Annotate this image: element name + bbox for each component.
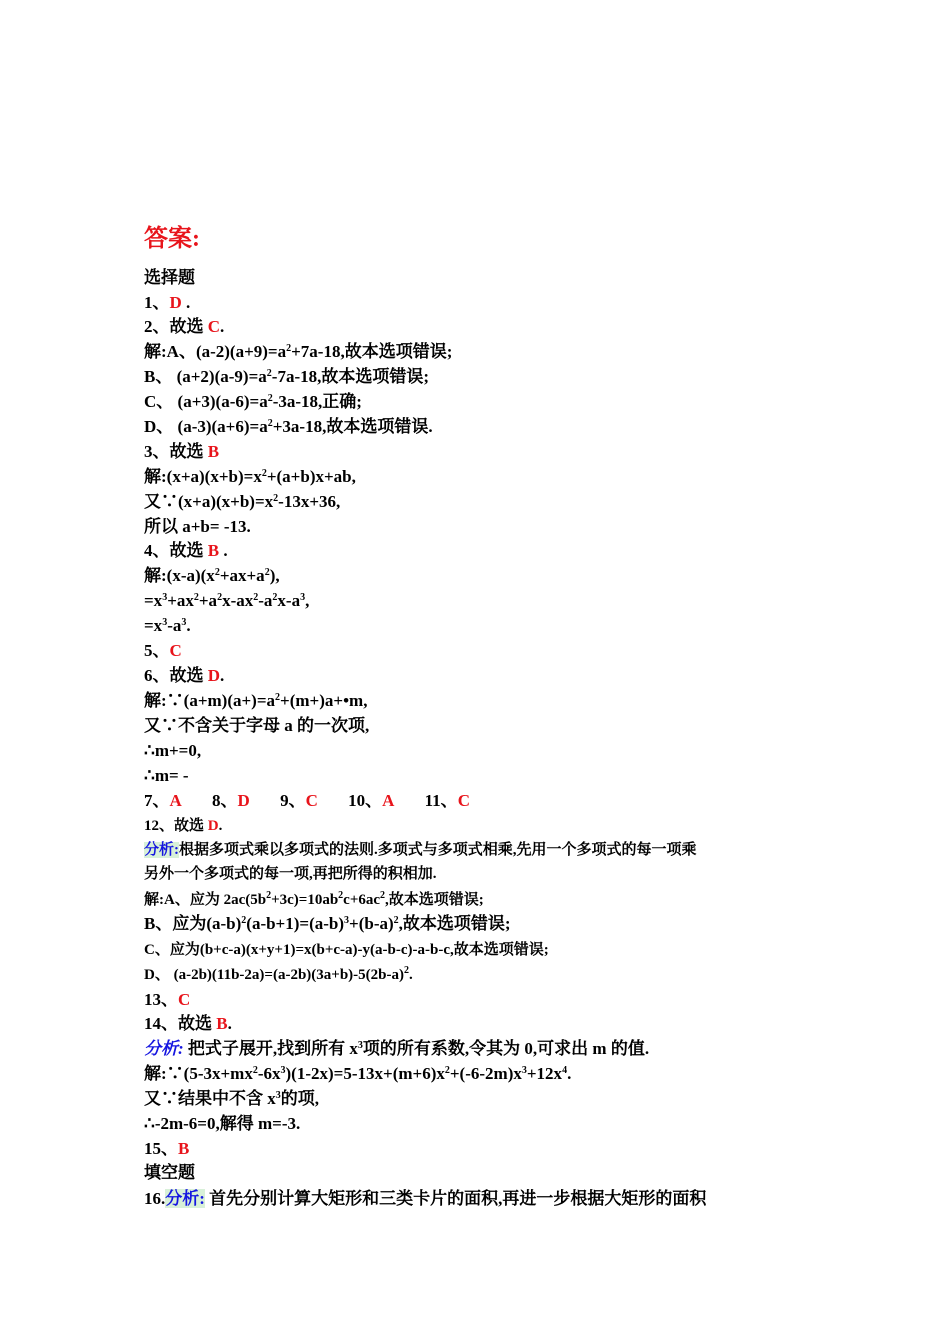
q3-solution-1: 解$:(x+a)(x+b)=x^2+(a+b)x+ab$, (144, 467, 356, 486)
q6-solution-3: ∴m+=0, (144, 741, 202, 760)
analysis-label: 分析: (144, 842, 179, 858)
q6-line: 6、故选 D. (144, 666, 225, 685)
q3-answer: B (207, 442, 220, 461)
q6-solution-1: 解$:\because(a+m)(a+)=a^2+(m+)a+•m$, (144, 691, 368, 710)
q5-answer: C (169, 641, 182, 660)
q2-solution-c: C、 $(a+3)(a-6)=a^2-3a-18$,正确; (144, 392, 362, 411)
q12-line: 12、故选 D. (144, 818, 223, 834)
q6-solution-4: ∴m= - (144, 766, 189, 785)
q2-solution-b: B、 $(a+2)(a-9)=a^2-7a-18$,故本选项错误; (144, 367, 430, 386)
q3-solution-3: 所以 a+b= -13. (144, 517, 251, 536)
q14-line: 14、故选 B. (144, 1014, 232, 1033)
q6-solution-2: 又∵不含关于字母 a 的一次项, (144, 716, 370, 735)
q12-analysis-2: 另外一个多项式的每一项,再把所得的积相加. (144, 866, 437, 882)
q12-answer: D (207, 818, 219, 834)
answer-item: 7、A (144, 791, 182, 810)
q14-answer: B (216, 1014, 228, 1033)
q14-solution-3: ∴-2m-6=0,解得 m=-3. (144, 1114, 301, 1133)
q4-solution-3: $=x^3-a^3$. (144, 616, 191, 635)
q12-solution-c: C、应为(b+c-a)(x+y+1)=x(b+c-a)-y(a-b-c)-a-b-c,故本选项错误; (144, 942, 549, 958)
q3-line: 3、故选 B (144, 442, 220, 461)
answer-item: 11、C (424, 791, 470, 810)
q14-solution-1: 解$:\because(5-3x+mx^2-6x^3)(1-2x)=5-13x+(m+6)x^2+(-6-2m)x^3+12x^4$. (144, 1064, 572, 1083)
q15-line: 15、B (144, 1139, 190, 1158)
q14-analysis: 分析: 把式子展开,找到所有 $x^3$项的所有系数,令其为 0,可求出 m 的值. (144, 1039, 650, 1058)
q13-answer: C (178, 990, 191, 1009)
analysis-label: 分析: (144, 1039, 184, 1058)
q13-line: 13、C (144, 990, 191, 1009)
section-choice-heading: 选择题 (144, 268, 195, 287)
q2-line: 2、故选 C. (144, 317, 225, 336)
q1-line: 1、D . (144, 293, 191, 312)
q14-solution-2: 又∵结果中不含 $x^3$的项, (144, 1089, 319, 1108)
q12-solution-a: 解:A、应为 $2ac(5b^2+3c)=10ab^2c+6ac^2$,故本选项错误; (144, 890, 484, 908)
q15-answer: B (178, 1139, 190, 1158)
analysis-label: 分析: (165, 1189, 205, 1208)
q12-analysis-1: 分析:根据多项式乘以多项式的法则.多项式与多项式相乘,先用一个多项式的每一项乘 (144, 842, 697, 858)
answer-title: 答案: (144, 226, 200, 252)
section-fill-heading: 填空题 (144, 1163, 195, 1182)
answer-item: 10、A (348, 791, 395, 810)
answer-item: 9、C (280, 791, 318, 810)
q5-line: 5、C (144, 641, 182, 660)
q2-solution-d: D、 $(a-3)(a+6)=a^2+3a-18$,故本选项错误. (144, 417, 433, 436)
q2-answer: C (207, 317, 221, 336)
q4-solution-2: $=x^3+ax^2+a^2x-ax^2-a^2x-a^3$, (144, 591, 310, 610)
q12-solution-d: D、 $(a-2b)(11b-2a)=(a-2b)(3a+b)-5(2b-a)^2$. (144, 965, 413, 983)
q4-solution-1: 解$:(x-a)(x^2+ax+a^2)$, (144, 566, 280, 585)
answers-7-11-row (144, 790, 470, 812)
q16-analysis: 16.分析: 首先分别计算大矩形和三类卡片的面积,再进一步根据大矩形的面积 (144, 1189, 707, 1208)
q6-answer: D (207, 666, 221, 685)
q12-solution-b: B、应为$(a-b)^2(a-b+1)=(a-b)^3+(b-a)^2$,故本选项错误; (144, 914, 511, 933)
q3-solution-2: 又$\because(x+a)(x+b)=x^2-13x+36$, (144, 492, 341, 511)
q4-answer: B (207, 541, 220, 560)
q2-solution-a: 解:A、$(a-2)(a+9)=a^2+7a-18$,故本选项错误; (144, 342, 453, 361)
answer-item: 8、D (212, 791, 250, 810)
q4-line: 4、故选 B . (144, 541, 228, 560)
q1-answer: D (169, 293, 182, 312)
